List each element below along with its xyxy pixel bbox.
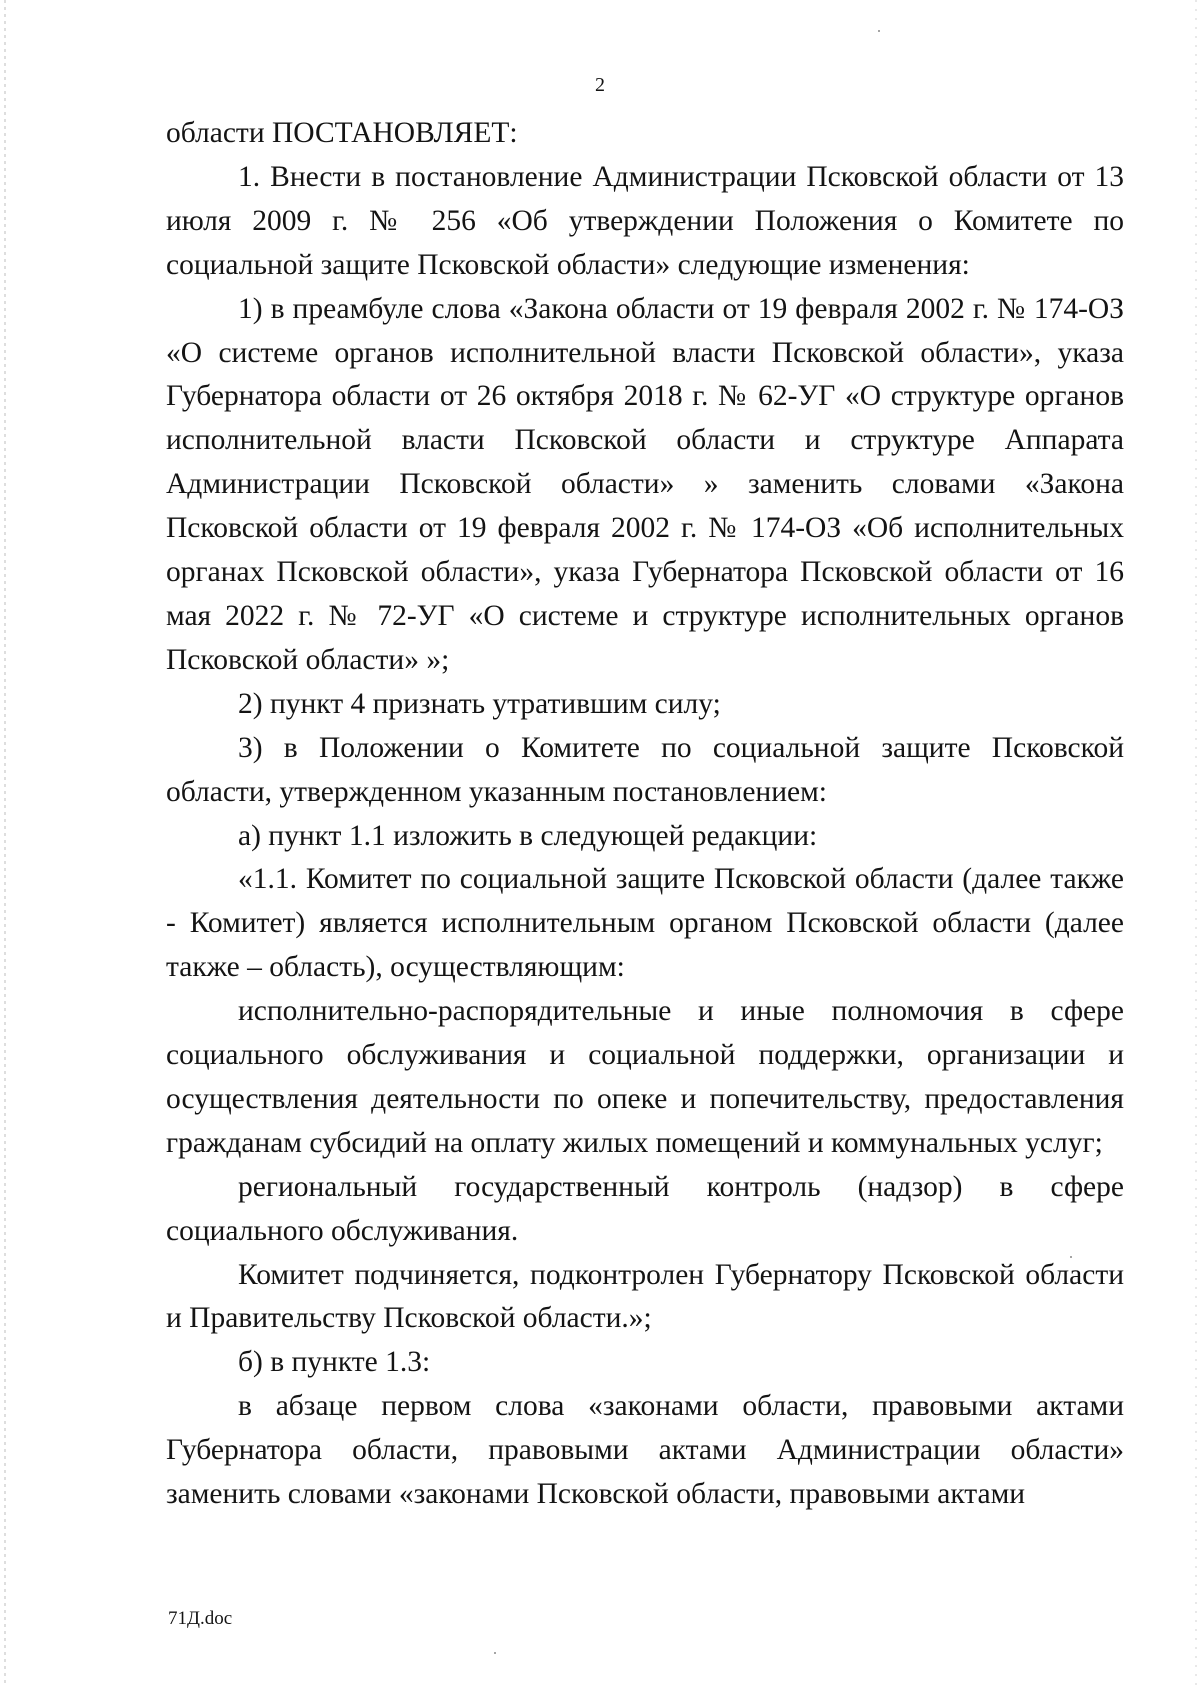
paragraph: в абзаце первом слова «законами области, правовыми актами Губернатора области, правовыми актами Администрации области» заменить словами «законами Псковской области, правовыми актами	[166, 1390, 1124, 1511]
paragraph: 3) в Положении о Комитете по социальной защите Псковской области, утвержденном указанным постановлением:	[166, 731, 1124, 808]
footer-file-code: 71Д.doc	[168, 1608, 233, 1629]
scan-edge-left	[4, 0, 6, 1686]
paragraph: «1.1. Комитет по социальной защите Псковской области (далее также - Комитет) является исполнительным органом Псковской области (далее также – область), осуществляющим:	[166, 863, 1124, 984]
paragraph: 1) в преамбуле слова «Закона области от 19 февраля 2002 г. № 174-ОЗ «О системе органов исполнительной власти Псковской области», указа Губернатора области от 26 октября 2018 г. № 62-УГ «О структуре органов исполнительной власти Псковской области и структуре Аппарата Администрации Псковской области» » заменить словами «Закона Псковской области от 19 февраля 2002 г. № 174-ОЗ «Об исполнительных органах Псковской области», указа Губернатора Псковской области от 16 мая 2022 г. № 72-УГ «О системе и структуре исполнительных органов Псковской области» »;	[166, 292, 1124, 676]
paragraph: 2) пункт 4 признать утратившим силу;	[238, 687, 721, 720]
document-body	[166, 112, 1124, 1517]
scan-edge-right	[1195, 0, 1197, 1686]
paragraph: б) в пункте 1.3:	[238, 1346, 431, 1379]
paragraph: Комитет подчиняется, подконтролен Губернатору Псковской области и Правительству Псковской области.»;	[166, 1258, 1124, 1335]
scan-speck	[878, 30, 880, 32]
paragraph: исполнительно-распорядительные и иные полномочия в сфере социального обслуживания и социальной поддержки, организации и осуществления деятельности по опеке и попечительству, предоставления гражданам субсидий на оплату жилых помещений и коммунальных услуг;	[166, 995, 1124, 1159]
page-number: 2	[595, 74, 605, 96]
paragraph: области ПОСТАНОВЛЯЕТ:	[166, 117, 518, 149]
paragraph: региональный государственный контроль (надзор) в сфере социального обслуживания.	[166, 1170, 1124, 1247]
scan-speck	[1070, 1256, 1072, 1258]
paragraph: 1. Внести в постановление Администрации Псковской области от 13 июля 2009 г. № 256 «Об утверждении Положения о Комитете по социальной защите Псковской области» следующие изменения:	[166, 160, 1124, 281]
scan-speck	[494, 1652, 496, 1654]
paragraph: а) пункт 1.1 изложить в следующей редакции:	[238, 819, 818, 852]
